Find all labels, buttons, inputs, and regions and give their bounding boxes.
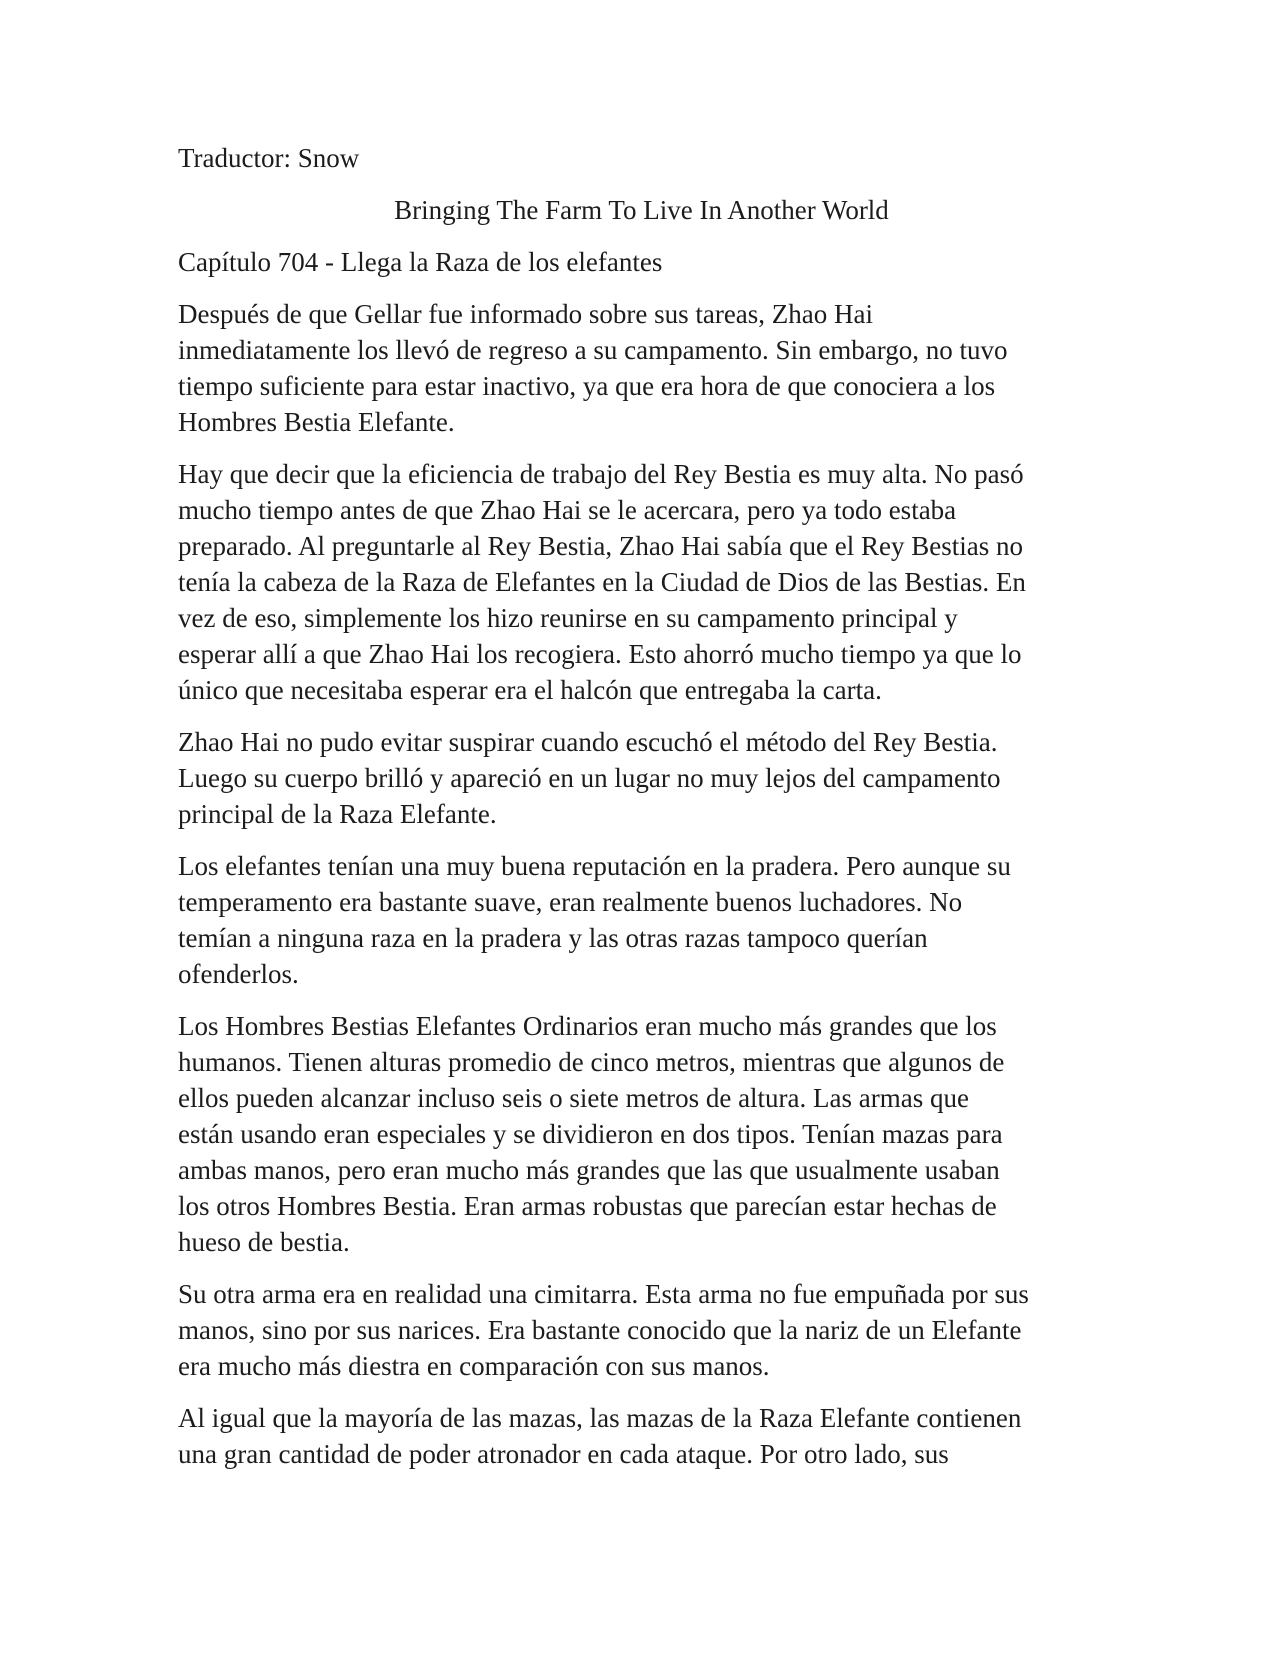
text-line: hueso de bestia.: [178, 1227, 350, 1257]
text-line: único que necesitaba esperar era el halcón que entregaba la carta.: [178, 675, 882, 705]
text-line: ellos pueden alcanzar incluso seis o siete metros de altura. Las armas que: [178, 1083, 969, 1113]
text-line: humanos. Tienen alturas promedio de cinco metros, mientras que algunos de: [178, 1047, 1005, 1077]
text-line: era mucho más diestra en comparación con sus manos.: [178, 1351, 770, 1381]
text-line: temperamento era bastante suave, eran realmente buenos luchadores. No: [178, 887, 963, 917]
text-line: una gran cantidad de poder atronador en cada ataque. Por otro lado, sus: [178, 1439, 949, 1469]
paragraph: [178, 456, 1105, 708]
paragraph: [178, 1400, 1105, 1472]
text-line: manos, sino por sus narices. Era bastante conocido que la nariz de un Elefante: [178, 1315, 1022, 1345]
text-line: Los elefantes tenían una muy buena reputación en la pradera. Pero aunque su: [178, 851, 1011, 881]
text-line: Hay que decir que la eficiencia de trabajo del Rey Bestia es muy alta. No pasó: [178, 459, 1024, 489]
paragraph: [178, 848, 1105, 992]
text-line: Su otra arma era en realidad una cimitarra. Esta arma no fue empuñada por sus: [178, 1279, 1029, 1309]
text-line: Zhao Hai no pudo evitar suspirar cuando escuchó el método del Rey Bestia.: [178, 727, 998, 757]
text-line: ofenderlos.: [178, 959, 299, 989]
translator-credit: Traductor: Snow: [178, 143, 360, 173]
text-line: mucho tiempo antes de que Zhao Hai se le acercara, pero ya todo estaba: [178, 495, 957, 525]
paragraph: [178, 724, 1105, 832]
text-line: principal de la Raza Elefante.: [178, 799, 497, 829]
text-line: tenía la cabeza de la Raza de Elefantes en la Ciudad de Dios de las Bestias. En: [178, 567, 1026, 597]
text-line: Al igual que la mayoría de las mazas, las mazas de la Raza Elefante contienen: [178, 1403, 1022, 1433]
text-line: temían a ninguna raza en la pradera y las otras razas tampoco querían: [178, 923, 928, 953]
text-line: los otros Hombres Bestia. Eran armas robustas que parecían estar hechas de: [178, 1191, 997, 1221]
text-line: tiempo suficiente para estar inactivo, ya que era hora de que conociera a los: [178, 371, 996, 401]
book-title: Bringing The Farm To Live In Another World: [394, 195, 889, 225]
text-line: inmediatamente los llevó de regreso a su campamento. Sin embargo, no tuvo: [178, 335, 1008, 365]
text-line: están usando eran especiales y se dividieron en dos tipos. Tenían mazas para: [178, 1119, 1003, 1149]
chapter-heading: Capítulo 704 - Llega la Raza de los elefantes: [178, 247, 663, 277]
paragraph: [178, 296, 1105, 440]
text-line: Hombres Bestia Elefante.: [178, 407, 455, 437]
paragraph: [178, 1276, 1105, 1384]
text-line: vez de eso, simplemente los hizo reunirse en su campamento principal y: [178, 603, 958, 633]
text-line: preparado. Al preguntarle al Rey Bestia, Zhao Hai sabía que el Rey Bestias no: [178, 531, 1023, 561]
text-line: esperar allí a que Zhao Hai los recogiera. Esto ahorró mucho tiempo ya que lo: [178, 639, 1022, 669]
text-line: Luego su cuerpo brilló y apareció en un lugar no muy lejos del campamento: [178, 763, 1001, 793]
text-line: Los Hombres Bestias Elefantes Ordinarios eran mucho más grandes que los: [178, 1011, 997, 1041]
text-line: Después de que Gellar fue informado sobre sus tareas, Zhao Hai: [178, 299, 874, 329]
text-line: ambas manos, pero eran mucho más grandes que las que usualmente usaban: [178, 1155, 1000, 1185]
paragraph: [178, 1008, 1105, 1260]
